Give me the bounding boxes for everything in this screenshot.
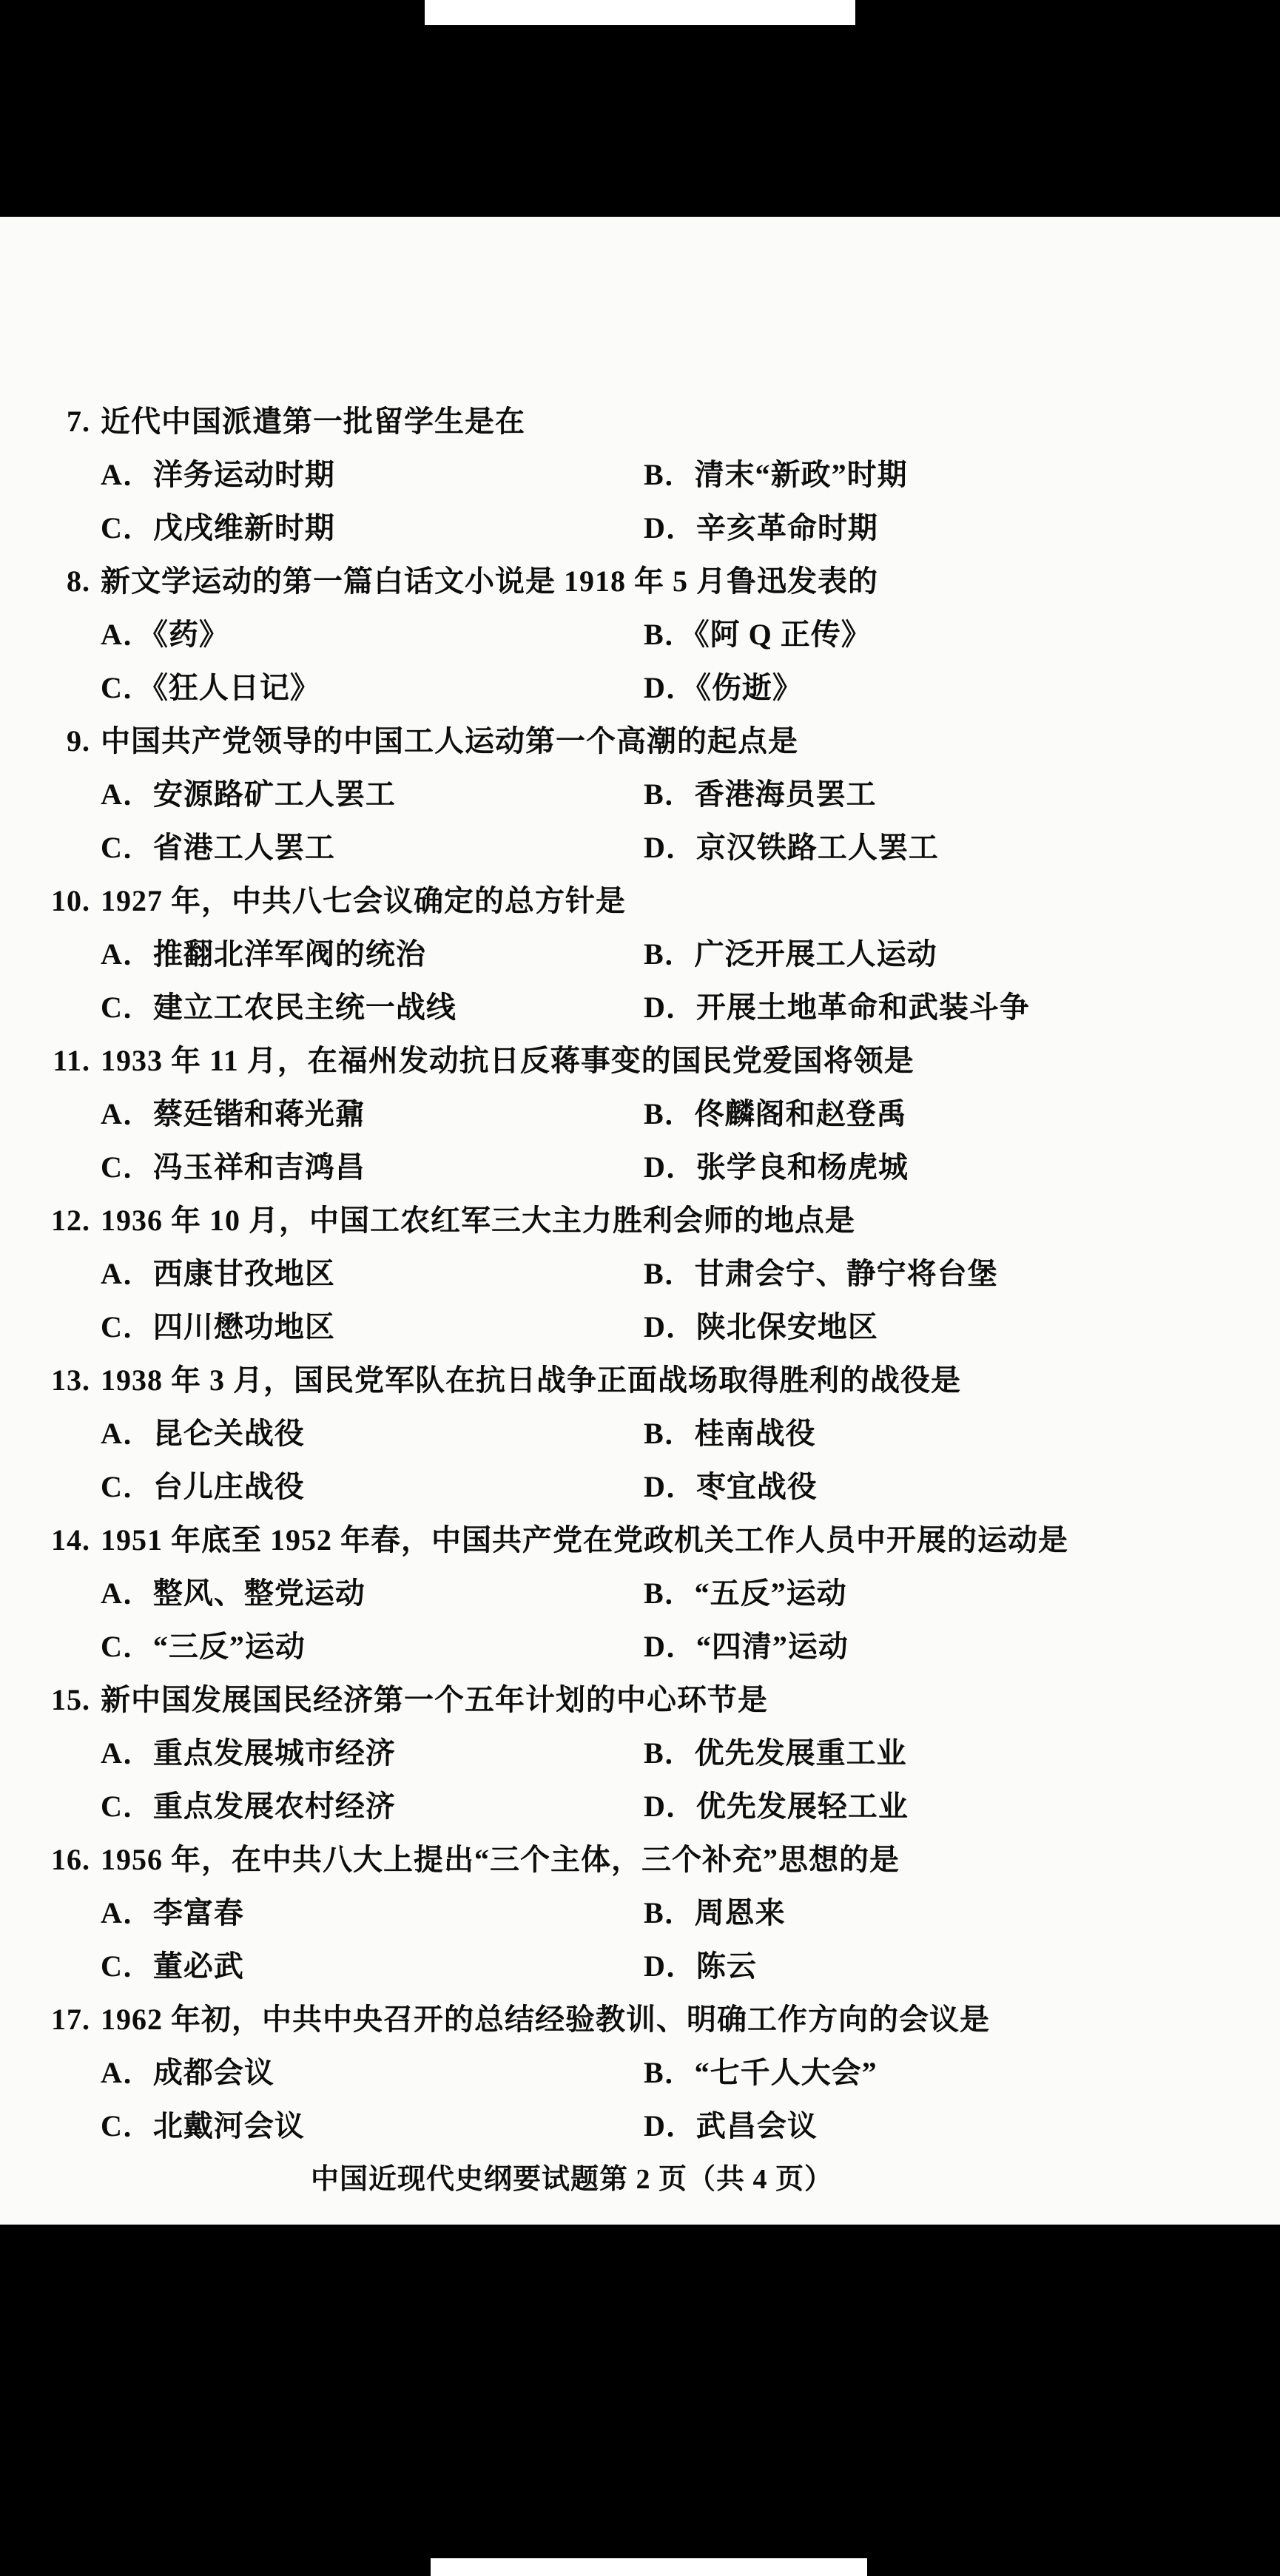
question-stem-line xyxy=(0,395,1280,448)
options-row-cd xyxy=(0,981,1280,1034)
option-d: D．辛亥革命时期 xyxy=(644,511,878,544)
options-row-ab xyxy=(0,1887,1280,1940)
question-number: 12. xyxy=(51,1204,90,1237)
option-d: D．陈云 xyxy=(644,1949,757,1983)
option-b: B．广泛开展工人运动 xyxy=(644,937,937,971)
options-row-cd xyxy=(0,1301,1280,1354)
options-row-cd xyxy=(0,1620,1280,1673)
question-number: 14. xyxy=(51,1523,90,1557)
option-c: C．《狂人日记》 xyxy=(101,671,320,704)
question-number: 17. xyxy=(51,2003,90,2036)
option-a: A．推翻北洋军阀的统治 xyxy=(101,937,426,971)
option-b: B．《阿 Q 正传》 xyxy=(644,618,872,651)
question-number: 10. xyxy=(51,884,90,917)
option-c: C．台儿庄战役 xyxy=(101,1470,305,1503)
question-stem: 中国共产党领导的中国工人运动第一个高潮的起点是 xyxy=(101,724,798,758)
option-d: D．开展土地革命和武装斗争 xyxy=(644,991,1030,1024)
option-b: B．周恩来 xyxy=(644,1896,786,1929)
question-block xyxy=(0,1833,1280,1993)
question-number: 9. xyxy=(67,724,90,758)
page-footer: 中国近现代史纲要试题第 2 页（共 4 页） xyxy=(310,2164,833,2195)
question-block xyxy=(0,1034,1280,1194)
option-a: A．安源路矿工人罢工 xyxy=(101,778,396,811)
option-c: C．董必武 xyxy=(101,1949,244,1983)
options-row-cd xyxy=(0,1940,1280,1993)
question-block xyxy=(0,555,1280,715)
scanner-notch-bottom xyxy=(431,2558,867,2576)
options-row-ab xyxy=(0,2046,1280,2100)
option-a: A．《药》 xyxy=(101,618,229,651)
options-row-ab xyxy=(0,448,1280,502)
option-c: C．戊戌维新时期 xyxy=(101,511,335,544)
question-stem: 近代中国派遣第一批留学生是在 xyxy=(101,405,525,438)
question-stem-line xyxy=(0,874,1280,928)
question-block xyxy=(0,1194,1280,1354)
question-stem-line xyxy=(0,715,1280,768)
question-number: 13. xyxy=(51,1363,90,1397)
option-a: A．蔡廷锴和蒋光鼐 xyxy=(101,1097,366,1130)
option-d: D．优先发展轻工业 xyxy=(644,1790,909,1823)
question-stem-line xyxy=(0,1833,1280,1887)
question-stem: 1962 年初，中共中央召开的总结经验教训、明确工作方向的会议是 xyxy=(101,2003,990,2036)
question-stem: 1956 年，在中共八大上提出“三个主体，三个补充”思想的是 xyxy=(101,1843,900,1876)
question-stem-line xyxy=(0,1673,1280,1727)
options-row-ab xyxy=(0,1727,1280,1780)
option-c: C．四川懋功地区 xyxy=(101,1310,335,1343)
question-stem: 新文学运动的第一篇白话文小说是 1918 年 5 月鲁迅发表的 xyxy=(101,564,878,598)
option-a: A．重点发展城市经济 xyxy=(101,1736,396,1770)
question-block xyxy=(0,395,1280,555)
option-c: C．省港工人罢工 xyxy=(101,831,335,864)
question-block xyxy=(0,715,1280,874)
question-stem-line xyxy=(0,1354,1280,1407)
option-b: B．香港海员罢工 xyxy=(644,778,877,811)
option-b: B．“五反”运动 xyxy=(644,1577,847,1610)
exam-page xyxy=(0,217,1280,2225)
question-block xyxy=(0,1993,1280,2153)
option-a: A．李富春 xyxy=(101,1896,244,1929)
question-number: 15. xyxy=(51,1683,90,1716)
option-d: D．《伤逝》 xyxy=(644,671,803,704)
option-b: B．佟麟阁和赵登禹 xyxy=(644,1097,907,1130)
question-stem-line xyxy=(0,1034,1280,1088)
options-row-ab xyxy=(0,768,1280,821)
option-c: C．建立工农民主统一战线 xyxy=(101,991,457,1024)
question-number: 8. xyxy=(67,564,90,598)
option-d: D．张学良和杨虎城 xyxy=(644,1150,909,1184)
option-c: C．冯玉祥和吉鸿昌 xyxy=(101,1150,366,1184)
options-row-ab xyxy=(0,1407,1280,1460)
option-c: C．“三反”运动 xyxy=(101,1630,306,1663)
question-stem: 1927 年，中共八七会议确定的总方针是 xyxy=(101,884,626,917)
question-block xyxy=(0,874,1280,1034)
option-a: A．整风、整党运动 xyxy=(101,1577,366,1610)
question-stem: 1938 年 3 月，国民党军队在抗日战争正面战场取得胜利的战役是 xyxy=(101,1363,961,1397)
option-a: A．洋务运动时期 xyxy=(101,458,335,491)
option-d: D．京汉铁路工人罢工 xyxy=(644,831,939,864)
question-number: 7. xyxy=(67,405,90,438)
option-d: D．陕北保安地区 xyxy=(644,1310,878,1343)
options-row-cd xyxy=(0,1460,1280,1514)
question-stem: 新中国发展国民经济第一个五年计划的中心环节是 xyxy=(101,1683,768,1716)
option-d: D．“四清”运动 xyxy=(644,1630,849,1663)
options-row-ab xyxy=(0,1247,1280,1301)
options-row-ab xyxy=(0,1088,1280,1141)
option-a: A．西康甘孜地区 xyxy=(101,1257,335,1290)
question-block xyxy=(0,1514,1280,1673)
options-row-cd xyxy=(0,661,1280,715)
option-b: B．桂南战役 xyxy=(644,1417,816,1450)
options-row-ab xyxy=(0,1567,1280,1620)
option-c: C．北戴河会议 xyxy=(101,2109,305,2142)
scanner-notch-top xyxy=(425,0,855,25)
question-list xyxy=(0,395,1280,2153)
options-row-cd xyxy=(0,2100,1280,2153)
option-b: B．优先发展重工业 xyxy=(644,1736,907,1770)
question-block xyxy=(0,1354,1280,1514)
option-a: A．昆仑关战役 xyxy=(101,1417,305,1450)
option-d: D．枣宜战役 xyxy=(644,1470,818,1503)
options-row-cd xyxy=(0,502,1280,555)
option-b: B．甘肃会宁、静宁将台堡 xyxy=(644,1257,998,1290)
options-row-ab xyxy=(0,608,1280,661)
question-stem-line xyxy=(0,555,1280,608)
options-row-cd xyxy=(0,821,1280,874)
option-a: A．成都会议 xyxy=(101,2056,274,2089)
question-number: 11. xyxy=(53,1044,90,1077)
options-row-cd xyxy=(0,1141,1280,1194)
question-stem: 1951 年底至 1952 年春，中国共产党在党政机关工作人员中开展的运动是 xyxy=(101,1523,1068,1557)
option-d: D．武昌会议 xyxy=(644,2109,818,2142)
option-c: C．重点发展农村经济 xyxy=(101,1790,396,1823)
options-row-ab xyxy=(0,928,1280,981)
question-stem-line xyxy=(0,1993,1280,2046)
question-number: 16. xyxy=(51,1843,90,1876)
question-stem: 1936 年 10 月，中国工农红军三大主力胜利会师的地点是 xyxy=(101,1204,855,1237)
option-b: B．“七千人大会” xyxy=(644,2056,878,2089)
question-stem: 1933 年 11 月，在福州发动抗日反蒋事变的国民党爱国将领是 xyxy=(101,1044,914,1077)
option-b: B．清末“新政”时期 xyxy=(644,458,908,491)
options-row-cd xyxy=(0,1780,1280,1833)
question-block xyxy=(0,1673,1280,1833)
question-stem-line xyxy=(0,1514,1280,1567)
question-stem-line xyxy=(0,1194,1280,1247)
